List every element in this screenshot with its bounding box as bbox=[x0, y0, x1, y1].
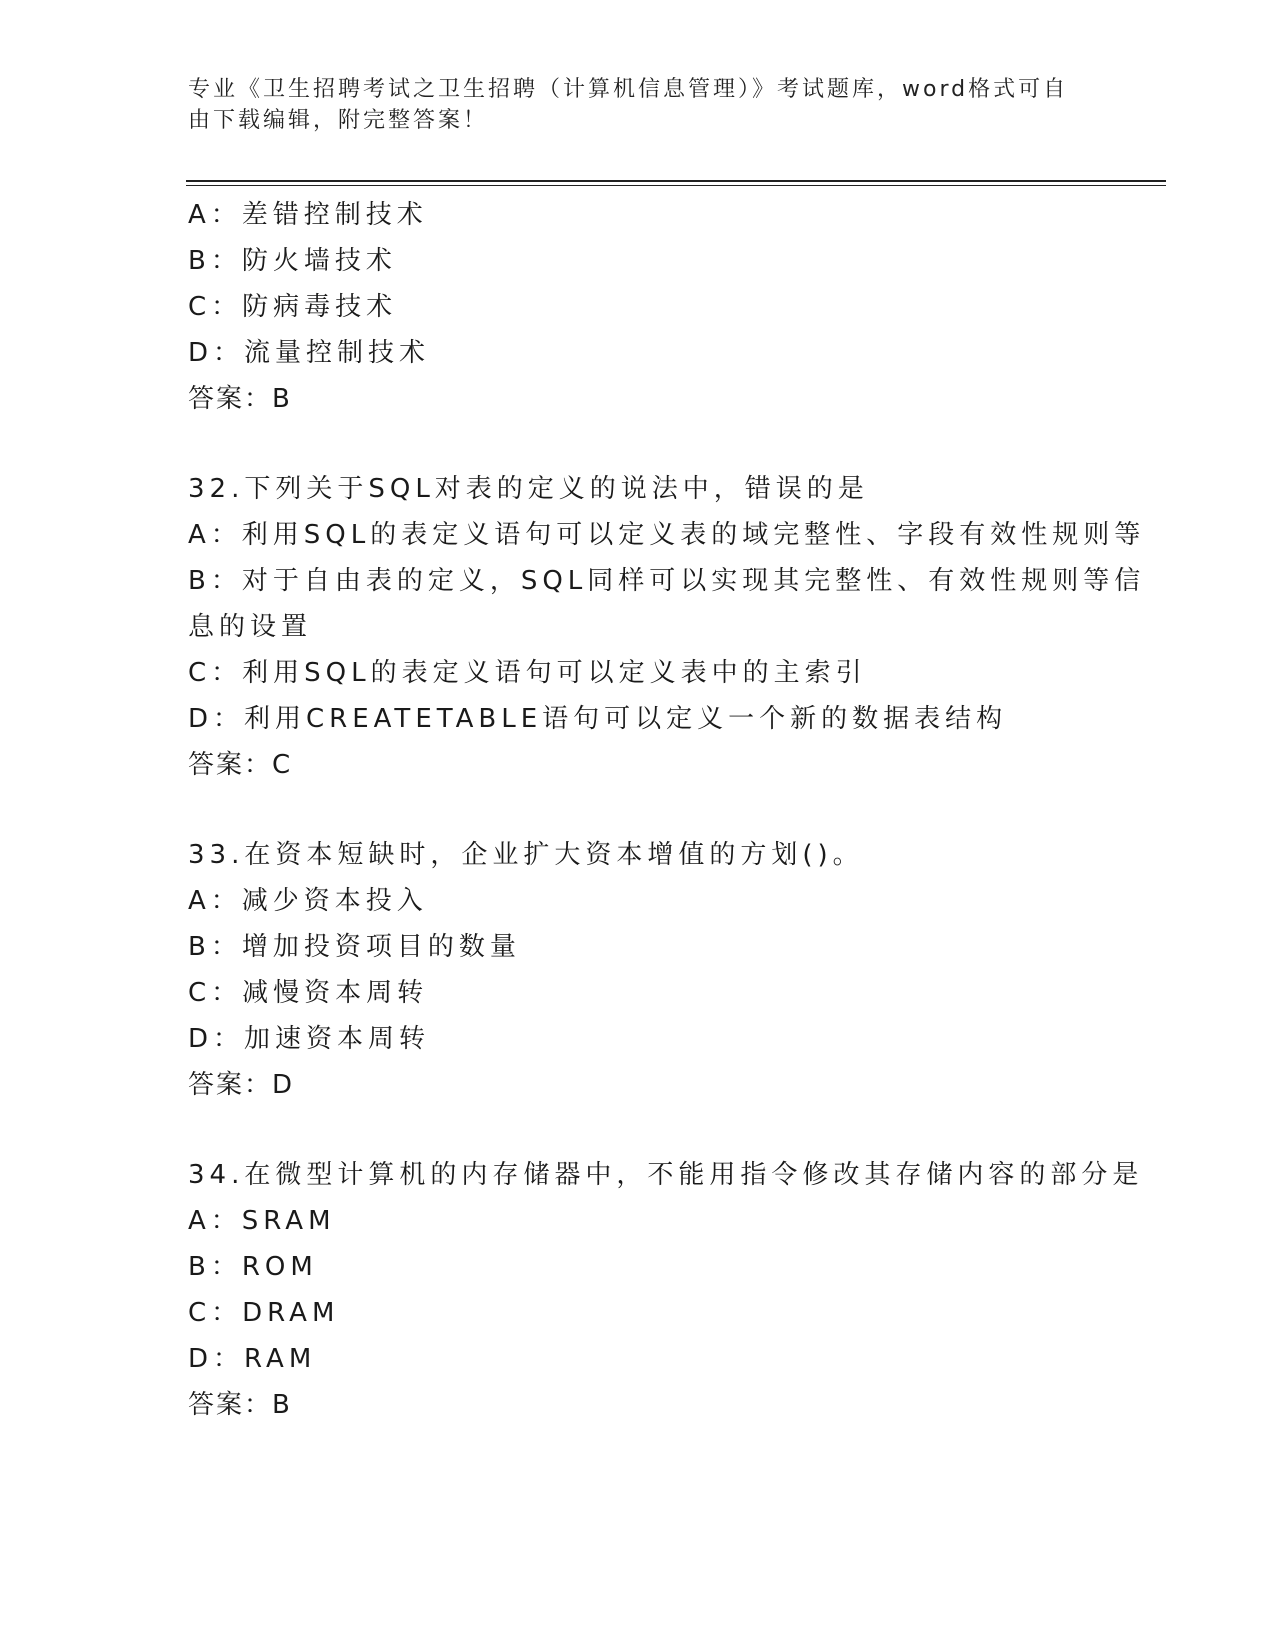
answer-line: 答案：B bbox=[188, 1390, 292, 1420]
option-a: A：减少资本投入 bbox=[188, 886, 428, 916]
option-d: D：加速资本周转 bbox=[188, 1024, 431, 1054]
option-c: C：防病毒技术 bbox=[188, 292, 398, 322]
option-b: B：增加投资项目的数量 bbox=[188, 932, 521, 962]
answer-line: 答案：C bbox=[188, 750, 293, 780]
option-a: A：SRAM bbox=[188, 1206, 336, 1236]
header-divider-thick bbox=[186, 180, 1166, 182]
question-31 bbox=[188, 192, 1188, 422]
header-line-1: 专业《卫生招聘考试之卫生招聘（计算机信息管理）》考试题库，word格式可自 bbox=[188, 77, 1069, 102]
answer-line: 答案：D bbox=[188, 1070, 295, 1100]
spacer bbox=[188, 788, 1188, 832]
question-32 bbox=[188, 466, 1188, 788]
option-b: B：对于自由表的定义，SQL同样可以实现其完整性、有效性规则等信 bbox=[188, 566, 1146, 596]
option-d: D：利用CREATETABLE语句可以定义一个新的数据表结构 bbox=[188, 704, 1008, 734]
question-stem: 34.在微型计算机的内存储器中，不能用指令修改其存储内容的部分是 bbox=[188, 1160, 1144, 1190]
question-stem: 33.在资本短缺时，企业扩大资本增值的方划()。 bbox=[188, 840, 864, 870]
option-d: D：流量控制技术 bbox=[188, 338, 431, 368]
option-c: C：DRAM bbox=[188, 1298, 340, 1328]
document-header bbox=[188, 74, 1078, 136]
option-c: C：利用SQL的表定义语句可以定义表中的主索引 bbox=[188, 658, 867, 688]
question-34 bbox=[188, 1152, 1188, 1428]
option-a: A：差错控制技术 bbox=[188, 200, 428, 230]
option-b-continued: 息的设置 bbox=[188, 612, 313, 642]
header-divider-thin bbox=[186, 185, 1166, 186]
spacer bbox=[188, 422, 1188, 466]
option-d: D：RAM bbox=[188, 1344, 317, 1374]
question-33 bbox=[188, 832, 1188, 1108]
option-a: A：利用SQL的表定义语句可以定义表的域完整性、字段有效性规则等 bbox=[188, 520, 1146, 550]
option-b: B：ROM bbox=[188, 1252, 318, 1282]
header-line-2: 由下载编辑，附完整答案！ bbox=[188, 108, 489, 133]
option-c: C：减慢资本周转 bbox=[188, 978, 429, 1008]
question-list bbox=[188, 192, 1188, 1428]
question-stem: 32.下列关于SQL对表的定义的说法中，错误的是 bbox=[188, 474, 869, 504]
answer-line: 答案：B bbox=[188, 384, 292, 414]
spacer bbox=[188, 1108, 1188, 1152]
option-b: B：防火墙技术 bbox=[188, 246, 397, 276]
